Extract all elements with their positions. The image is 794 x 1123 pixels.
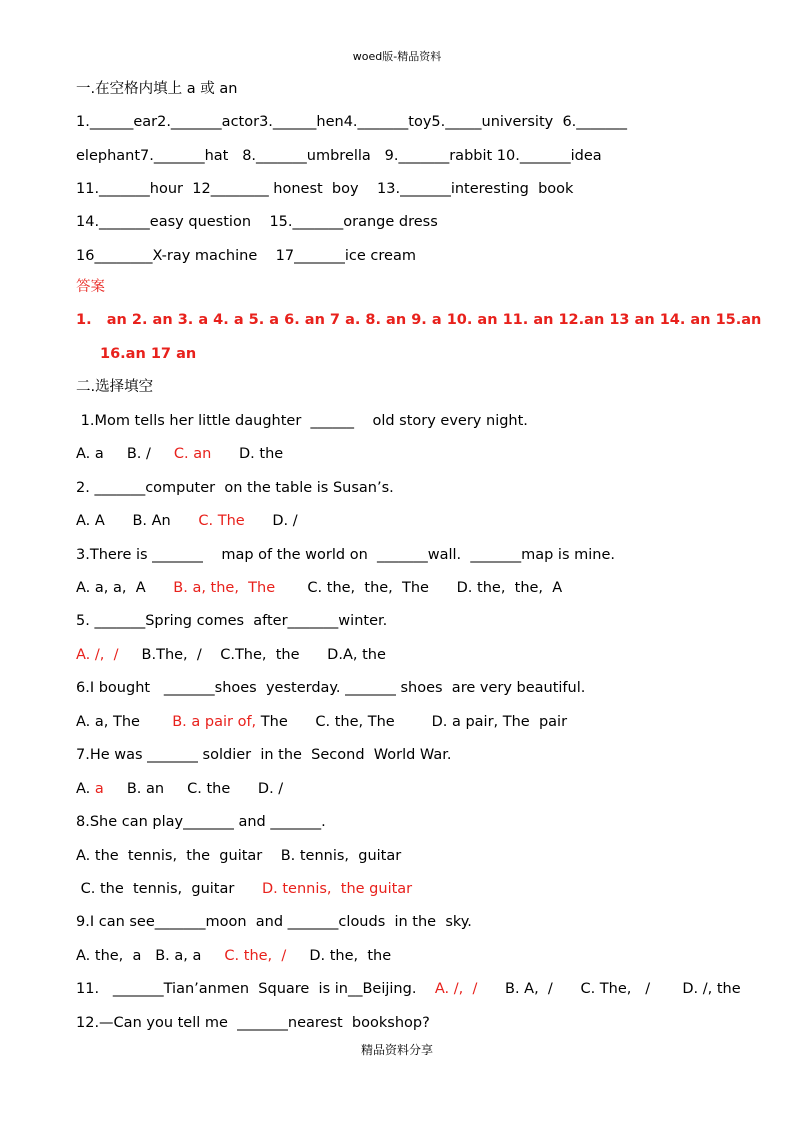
option-text: C. the, the, The D. the, the, A [275,580,563,596]
option-text: D. the [211,446,284,462]
correct-answer: D. tennis, the guitar [261,881,413,897]
question-9-options [76,946,391,966]
answer-line: 16.an 17 an [100,346,197,362]
section1-title: 一.在空格内填上 a 或 an [76,81,238,97]
correct-answer: B. a, the, The [173,580,276,596]
question-text: 11. _______Tian’anmen Square is in__Beijing. [76,981,435,997]
correct-answer: A. /, / [434,981,478,997]
exercise-line: 1.______ear2._______actor3.______hen4._______toy5._____university 6._______ [76,114,628,130]
correct-answer: a [94,781,104,797]
question-3-options [76,578,562,598]
option-text: A. [76,781,95,797]
question-11 [76,979,741,999]
option-text: B.The, / C.The, the D.A, the [118,647,386,663]
question-1-options [76,444,283,464]
option-text: A. A B. An [76,513,199,529]
question-1: 1.Mom tells her little daughter ______ old story every night. [76,413,528,429]
question-6-options [76,712,567,732]
question-12: 12.—Can you tell me _______nearest bookshop? [76,1015,430,1031]
question-3: 3.There is _______ map of the world on _______wall. _______map is mine. [76,547,615,563]
question-7-options [76,779,283,799]
question-9: 9.I can see_______moon and _______clouds in the sky. [76,914,472,930]
question-2-options [76,511,298,531]
exercise-line: 16________X-ray machine 17_______ice cream [76,248,416,264]
correct-answer: C. an [173,446,212,462]
question-8-options-line2 [76,879,412,899]
correct-answer: C. the, / [224,948,287,964]
option-text: C. the tennis, guitar [76,881,262,897]
option-text: A. a, a, A [76,580,174,596]
question-8: 8.She can play_______ and _______. [76,814,326,830]
question-5: 5. _______Spring comes after_______winter. [76,613,388,629]
option-text: B. A, / C. The, / D. /, the [477,981,741,997]
exercise-line: 11._______hour 12________ honest boy 13._______interesting book [76,181,574,197]
exercise-line: elephant7._______hat 8._______umbrella 9._______rabbit 10._______idea [76,148,602,164]
answer-label: 答案 [76,279,105,295]
option-text: A. the, a B. a, a [76,948,225,964]
option-text: The C. the, The D. a pair, The pair [256,714,568,730]
question-7: 7.He was _______ soldier in the Second World War. [76,747,452,763]
section2-title: 二.选择填空 [76,379,154,395]
question-8-options-line1: A. the tennis, the guitar B. tennis, guitar [76,848,402,864]
option-text: D. the, the [286,948,392,964]
page-header: woed版-精品资料 [352,50,442,63]
option-text: A. a B. / [76,446,174,462]
correct-answer: A. /, / [76,647,119,663]
option-text: A. a, The [76,714,173,730]
question-2: 2. _______computer on the table is Susan’s. [76,480,394,496]
option-text: B. an C. the D. / [103,781,284,797]
question-6: 6.I bought _______shoes yesterday. _______ shoes are very beautiful. [76,680,586,696]
correct-answer: B. a pair of, [172,714,257,730]
exercise-line: 14._______easy question 15._______orange dress [76,214,438,230]
answer-line: 1. an 2. an 3. a 4. a 5. a 6. an 7 a. 8. an 9. a 10. an 11. an 12.an 13 an 14. an 15.an [76,312,762,328]
page-footer: 精品资料分享 [360,1043,433,1057]
option-text: D. / [244,513,298,529]
correct-answer: C. The [198,513,245,529]
question-5-options [76,645,386,665]
